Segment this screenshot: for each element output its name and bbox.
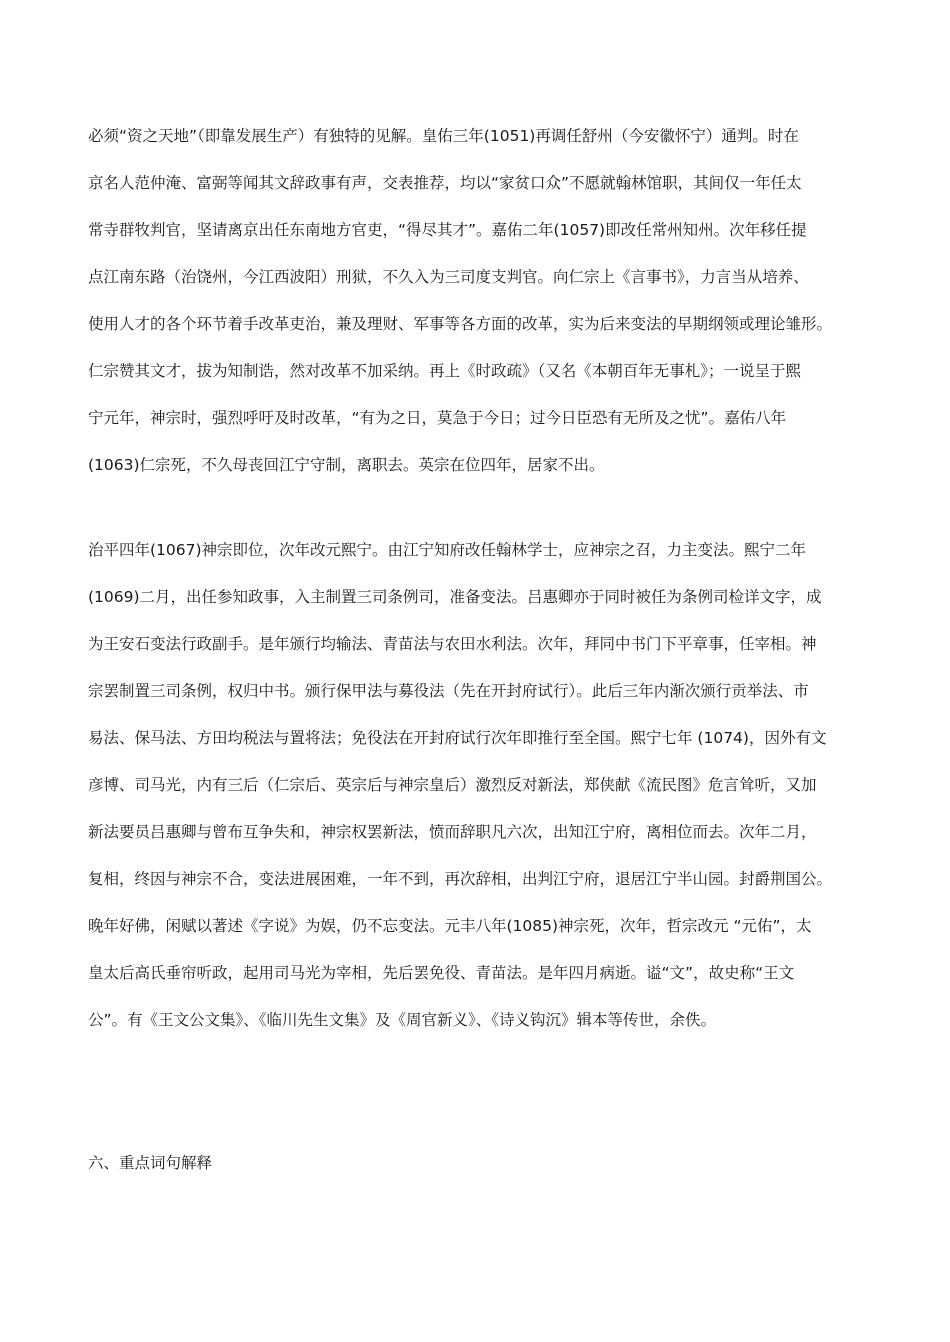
text-line: 必须“资之天地”（即靠发展生产）有独特的见解。皇佑三年(1051)再调任舒州（今安徽怀宁）通判。时在 [88, 127, 799, 145]
text-line: 为王安石变法行政副手。是年颁行均输法、青苗法与农田水利法。次年，拜同中书门下平章事，任宰相。神 [88, 635, 817, 653]
text-line: (1063)仁宗死，不久母丧回江宁守制，离职去。英宗在位四年，居家不出。 [88, 456, 605, 474]
text-line: 仁宗赞其文才，拔为知制诰，然对改革不加采纳。再上《时政疏》（又名《本朝百年无事札》；一说呈于熙 [88, 362, 802, 380]
text-line: 宗罢制置三司条例，权归中书。颁行保甲法与募役法（先在开封府试行）。此后三年内渐次颁行贡举法、市 [88, 682, 809, 700]
text-line: 点江南东路（治饶州，今江西波阳）刑狱，不久入为三司度支判官。向仁宗上《言事书》，力言当从培养、 [88, 268, 809, 286]
text-line: 治平四年(1067)神宗即位，次年改元熙宁。由江宁知府改任翰林学士，应神宗之召，力主变法。熙宁二年 [88, 541, 807, 559]
text-line: 常寺群牧判官，坚请离京出任东南地方官吏，“得尽其才”。嘉佑二年(1057)即改任常州知州。次年移任提 [88, 221, 807, 239]
text-line: 易法、保马法、方田均税法与置将法；免役法在开封府试行次年即推行至全国。熙宁七年 (1074)，因外有文 [88, 729, 827, 747]
text-line: 宁元年，神宗时，强烈呼吁及时改革，“有为之日，莫急于今日；过今日臣恐有无所及之忧”。嘉佑八年 [88, 409, 787, 427]
text-line: 京名人范仲淹、富弼等闻其文辞政事有声，交表推荐，均以“家贫口众”不愿就翰林馆职，其间仅一年任太 [88, 174, 802, 192]
text-line: 彦博、司马光，内有三后（仁宗后、英宗后与神宗皇后）激烈反对新法，郑侠献《流民图》危言耸听，又加 [88, 776, 817, 794]
text-line: 新法要员吕惠卿与曾布互争失和，神宗权罢新法，愤而辞职凡六次，出知江宁府，离相位而去。次年二月， [88, 823, 817, 841]
text-line: (1069)二月，出任参知政事，入主制置三司条例司，准备变法。吕惠卿亦于同时被任为条例司检详文字，成 [88, 588, 822, 606]
text-line: 公”。有《王文公文集》、《临川先生文集》及《周官新义》、《诗义钩沉》辑本等传世，余佚。 [88, 1011, 717, 1029]
text-line: 复相，终因与神宗不合，变法进展困难，一年不到，再次辞相，出判江宁府，退居江宁半山园。封爵荆国公。 [88, 870, 833, 888]
section-heading: 六、重点词句解释 [88, 1154, 213, 1172]
text-line: 皇太后高氏垂帘听政，起用司马光为宰相，先后罢免役、青苗法。是年四月病逝。谥“文”，故史称“王文 [88, 964, 795, 982]
text-line: 晚年好佛，闲赋以著述《字说》为娱，仍不忘变法。元丰八年(1085)神宗死，次年，哲宗改元 “元佑”，太 [88, 917, 812, 935]
text-line: 使用人才的各个环节着手改革吏治，兼及理财、军事等各方面的改革，实为后来变法的早期纲领或理论雏形。 [88, 315, 833, 333]
